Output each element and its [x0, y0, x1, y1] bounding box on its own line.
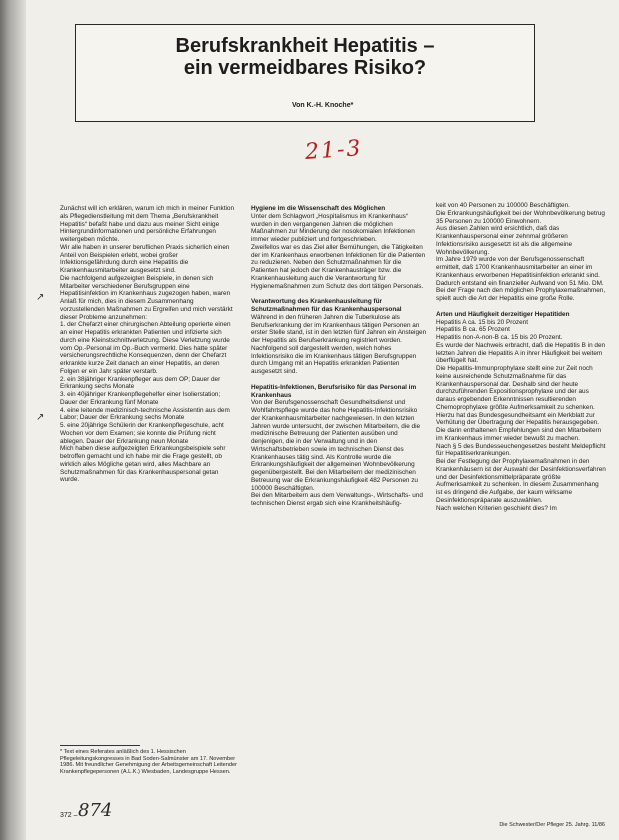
list-item: 4. eine leitende medizinisch-technische Assistentin aus dem Labor; Dauer der Erkrankung sechs Monate — [60, 406, 230, 422]
col1-paragraph: Wir alle haben in unserer beruflichen Praxis sicherlich einen Anteil von Beispielen erlebt, wobei großer Infektionsgefährdung durch eine Hepatitis die Krankenhausmitarbeiter ausgesetzt sind. — [60, 243, 230, 274]
column-3 — [436, 202, 606, 512]
margin-mark-arrow: ↗ — [36, 412, 45, 423]
col3-paragraph: Im Jahre 1979 wurde von der Berufsgenossenschaft ermittelt, daß 1700 Krankenhausmitarbeiter an einer im Krankenhaus erworbenen Hepatitisinfektion erkrankt sind. Dadurch entstand ein finanzieller Aufwand von 51 Mio. DM. — [436, 256, 604, 287]
col1-paragraph: Die nachfolgend aufgezeigten Beispiele, in denen sich Mitarbeiter verschiedener Berufsgruppen eine Hepatitisinfektion im Krankenhaus zugezogen haben, waren Anlaß für mich, dies in diesem Zusammenhang vorzustellenden Maßnahmen zu Ergreifen und mich verstärkt dieser Probleme anzunehmen: — [60, 274, 233, 321]
handwritten-page-number: 874 — [78, 800, 113, 821]
col2-paragraph: Nachfolgend soll dargestellt werden, welch hohes Infektionsrisiko die im Krankenhaus tätigen Berufsgruppen durch Umgang mit an Hepatitis erkrankten Patienten ausgesetzt sind. — [251, 344, 417, 375]
col3-paragraph: Bei der Festlegung der Prophylaxemaßnahmen in den Krankenhäusern ist der Auswahl der Desinfektionsverfahren und der Desinfektionsmittelpräparate größte Aufmerksamkeit zu schenken. In diesem Zusammenhang ist es dringend die Aufgabe, der kaum wirksame Desinfektionspräparate auszuwählen. — [436, 458, 606, 504]
col3-paragraph: Bei der Frage nach den möglichen Prophylaxemaßnahmen, spielt auch die Art der Hepatitis eine große Rolle. — [436, 287, 606, 302]
footnote: * Text eines Referates anläßlich des 1. Hessischen Pflegeleitungskongresses in Bad Soden-Salmünster am 17. November 1986. Mit freundlicher Genehmigung der Arbeitsgemeinschaft Leitender Krankenpflegepersonen (A.L.K.) Wiesbaden, Landesgruppe Hessen. — [60, 749, 237, 775]
col3-paragraph: Die Hepatitis-Immunprophylaxe stellt eine zur Zeit noch keine ausreichende Schutzmaßnahme für das Krankenhauspersonal dar. Deshalb sind der heute durchzuführenden Expositionsprophylaxe und der aus daraus ergebenden Erkenntnissen resultierenden Chemoprophylaxe größte Aufmerksamkeit zu schenken. — [436, 365, 595, 411]
col2-paragraph: Zweifellos war es das Ziel aller Bemühungen, die Tätigkeiten der im Krankenhaus erworbenen Infektionen für die Patienten zu reduzieren. Neben den Schutzmaßnahmen für die Patienten hat jedoch der Krankenhausträger bzw. die Krankenhausleitung auch die Verantwortung für Hygienemaßnahmen zum Schutz des dort tätigen Personals. — [251, 243, 426, 290]
section-heading: Hepatitis-Infektionen, Berufsrisiko für das Personal im Krankenhaus — [251, 383, 417, 399]
title-line-2: ein vermeidbares Risiko? — [183, 57, 427, 79]
col3-paragraph: Die Erkrankungshäufigkeit bei der Wohnbevölkerung betrug 35 Personen zu 100000 Einwohnern. — [436, 209, 605, 225]
handwritten-note: 21-3 — [304, 136, 364, 165]
col3-paragraph: Aus diesen Zahlen wird ersichtlich, daß das Krankenhauspersonal einer zehnmal größeren Infektionsrisiko ausgesetzt ist als die allgemeine Wohnbevölkerung. — [436, 225, 573, 256]
list-item: 1. der Chefarzt einer chirurgischen Abteilung operierte einen an einer Hepatitis erkrankten Patienten und infizierte sich durch eine Kleinstschnittverletzung. Diese Verletzung wurde vom Op.-Personal im Op.-Buch vermerkt. Dies hatte später versicherungsrechtliche Konsequenzen, denn der Chefarzt erkrankte kurze Zeit danach an einer Hepatitis, an deren Folgen er ein Jahr später verstarb. — [60, 321, 231, 375]
col1-closing: Mich haben diese aufgezeigten Erkrankungsbeispiele sehr betroffen gemacht und ich habe mir die Frage gestellt, ob wirklich alles Mögliche getan wird, alles Machbare an Schutzmaßnahmen für das Krankenhauspersonal getan wurde. — [60, 445, 226, 484]
article-title — [76, 35, 534, 79]
section-heading: Hygiene im die Wissenschaft des Möglichen — [251, 205, 386, 212]
case-list — [60, 321, 238, 445]
col3-paragraph: Nach § 5 des Bundesseuchengesetzes besteht Meldepflicht für Hepatitiserkrankungen. — [436, 442, 606, 458]
col3-paragraph: Es wurde der Nachweis erbracht, daß die Hepatitis B in den letzten Jahren die Hepatitis A in ihrer Häufigkeit bei weitem überflügelt hat. — [436, 341, 606, 365]
section-heading: Verantwortung des Krankenhausleitung für Schutzmaßnahmen für das Krankenhauspersonal — [251, 298, 402, 313]
journal-footer: Die Schwester/Der Pfleger 25. Jahrg. 11/86 — [499, 822, 605, 828]
col3-paragraph: Hepatitis B ca. 65 Prozent — [436, 326, 510, 334]
col3-paragraph: Hepatitis A ca. 15 bis 20 Prozent — [436, 318, 529, 326]
footnote-rule — [60, 745, 140, 746]
col1-paragraph: Zunächst will ich erklären, warum ich mich in meiner Funktion als Pflegedienstleitung mit dem Thema „Berufskrankheit Hepatitis“ befaßt habe und dazu aus meiner Sicht einige Hintergrundinformationen und persönliche Erfahrungen weitergeben möchte. — [60, 205, 235, 243]
byline: Von K.-H. Knoche* — [292, 102, 354, 109]
margin-mark-arrow: ↗ — [36, 292, 45, 303]
page-number: 372 – — [60, 812, 78, 819]
col2-paragraph: Bei den Mitarbeitern aus dem Verwaltungs-, Wirtschafts- und technischen Dienst ergab sich eine Krankheitshäufig- — [251, 492, 423, 507]
col3-paragraph: keit von 40 Personen zu 100000 Beschäftigten. — [436, 202, 570, 209]
column-1 — [60, 205, 238, 484]
col2-paragraph: Während in den früheren Jahren die Tuberkulose als Berufserkrankung der im Krankenhaus tätigen Personen an erster Stelle stand, ist in den letzten fünf Jahren ein Ansteigen der Hepatitis als Berufserkrankung registriert worden. — [251, 313, 427, 344]
binding-shadow — [0, 0, 26, 840]
col3-paragraph: Hepatitis non-A-non-B ca. 15 bis 20 Prozent. — [436, 334, 563, 341]
list-item: 3. ein 40jähriger Krankenpflegehelfer einer Isolierstation; Dauer der Erkrankung fünf Monate — [60, 391, 221, 406]
list-item: 2. ein 38jähriger Krankenpfleger aus dem OP; Dauer der Erkrankung sechs Monate — [60, 375, 221, 391]
title-line-1: Berufskrankheit Hepatitis – — [175, 35, 435, 57]
list-item: 5. eine 20jährige Schülerin der Krankenpflegeschule, acht Wochen vor dem Examen; sie konnte die Prüfung nicht ablegen. Dauer der Erkrankung neun Monate — [60, 422, 224, 445]
section-heading: Arten und Häufigkeit derzeitiger Hepatitiden — [436, 310, 570, 318]
col3-paragraph: Nach welchen Kriterien geschieht dies? Im — [436, 504, 557, 512]
col2-paragraph: Von der Berufsgenossenschaft Gesundheitsdienst und Wohlfahrtspflege wurde das hohe Hepatitis-Infektionsrisiko der Krankenhausmitarbeiter nachgewiesen. In den letzten Jahren wurde untersucht, der zwischen Mitarbeitern, die die medizinische Betreuung der Patienten ausüben und denjenigen, die in der Verwaltung und in den Wirtschaftsbetrieben sowie im technischen Dienst des Krankenhauses tätig sind. Als Kontrolle wurde die Erkrankungshäufigkeit der allgemeinen Wohnbevölkerung gegenübergestellt. Bei den Mitarbeitern der medizinischen Betreuung war die Erkrankungshäufigkeit 482 Personen zu 100000 Beschäftigten. — [251, 399, 421, 492]
col3-paragraph: Hierzu hat das Bundesgesundheitsamt ein Merkblatt zur Verhütung der Übertragung der Hepatitis herausgegeben. Die darin enthaltenen Empfehlungen sind den Mitarbeitern im Krankenhaus immer wieder bewußt zu machen. — [436, 411, 602, 442]
column-2 — [251, 205, 428, 508]
col2-paragraph: Unter dem Schlagwort „Hospitalismus im Krankenhaus“ wurden in den vergangenen Jahren die möglichen Maßnahmen zur Minderung der nosokomialen Infektionen immer wieder publiziert und fortgeschrieben. — [251, 212, 415, 243]
